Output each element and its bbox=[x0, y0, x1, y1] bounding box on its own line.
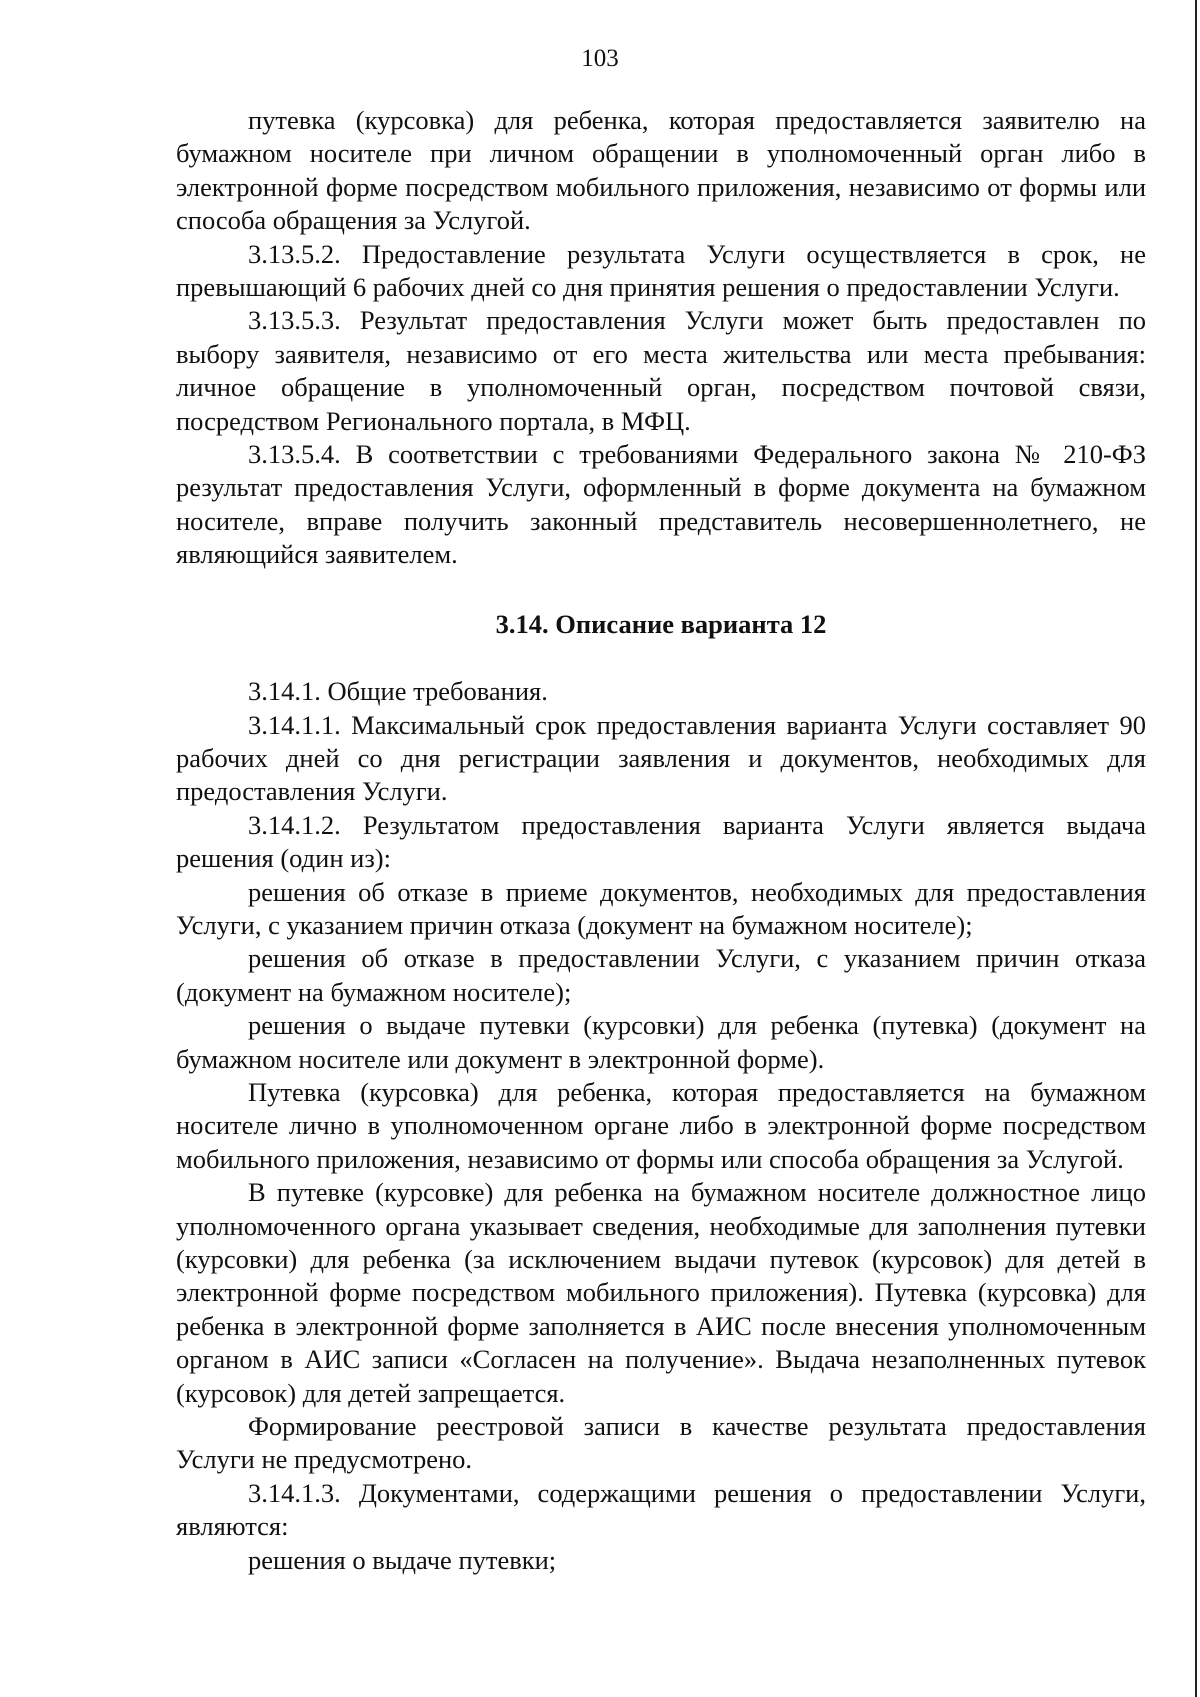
paragraph: Путевка (курсовка) для ребенка, которая предоставляется на бумажном носителе лично в уполномоченном органе либо в электронной форме посредством мобильного приложения, независимо от формы или способа обращения за Услугой. bbox=[176, 1076, 1146, 1174]
paragraph: 3.13.5.4. В соответствии с требованиями Федерального закона № 210-ФЗ результат предоставления Услуги, оформленный в форме документа на бумажном носителе, вправе получить законный представитель несовершеннолетнего, не являющийся заявителем. bbox=[176, 439, 1146, 570]
paragraph: решения о выдаче путевки (курсовки) для ребенка (путевка) (документ на бумажном носителе или документ в электронной форме). bbox=[176, 1010, 1146, 1074]
section-heading: 3.14. Описание варианта 12 bbox=[495, 608, 827, 639]
paragraph: решения об отказе в предоставлении Услуги, с указанием причин отказа (документ на бумажном носителе); bbox=[176, 943, 1146, 1007]
paragraph: путевка (курсовка) для ребенка, которая предоставляется заявителю на бумажном носителе при личном обращении в уполномоченный орган либо в электронной форме посредством мобильного приложения, независимо от формы или способа обращения за Услугой. bbox=[176, 105, 1146, 236]
paragraph: 3.14.1. Общие требования. bbox=[248, 676, 548, 707]
document-body bbox=[176, 104, 1146, 1577]
paragraph: 3.13.5.3. Результат предоставления Услуги может быть предоставлен по выбору заявителя, независимо от его места жительства или места пребывания: личное обращение в уполномоченный орган, посредством почтовой связи, посредством Регионального портала, в МФЦ. bbox=[176, 305, 1146, 436]
page-number: 103 bbox=[581, 45, 619, 72]
paragraph: 3.14.1.2. Результатом предоставления варианта Услуги является выдача решения (один из): bbox=[176, 809, 1146, 874]
paragraph: 3.13.5.2. Предоставление результата Услуги осуществляется в срок, не превышающий 6 рабочих дней со дня принятия решения о предоставлении Услуги. bbox=[176, 238, 1146, 303]
paragraph: решения об отказе в приеме документов, необходимых для предоставления Услуги, с указанием причин отказа (документ на бумажном носителе); bbox=[176, 876, 1146, 940]
paragraph: В путевке (курсовке) для ребенка на бумажном носителе должностное лицо уполномоченного органа указывает сведения, необходимые для заполнения путевки (курсовки) для ребенка (за исключением выдачи путевок (курсовок) для детей в электронной форме посредством мобильного приложения). Путевка (курсовка) для ребенка в электронной форме заполняется в АИС после внесения уполномоченным органом в АИС записи «Согласен на получение». Выдача незаполненных путевок (курсовок) для детей запрещается. bbox=[176, 1177, 1146, 1408]
paragraph: 3.14.1.3. Документами, содержащими решения о предоставлении Услуги, являются: bbox=[176, 1477, 1146, 1542]
paragraph: решения о выдаче путевки; bbox=[248, 1544, 557, 1575]
paragraph: 3.14.1.1. Максимальный срок предоставления варианта Услуги составляет 90 рабочих дней со дня регистрации заявления и документов, необходимых для предоставления Услуги. bbox=[176, 709, 1146, 807]
scan-edge-line bbox=[1195, 0, 1197, 1697]
paragraph: Формирование реестровой записи в качестве результата предоставления Услуги не предусмотрено. bbox=[176, 1411, 1146, 1475]
